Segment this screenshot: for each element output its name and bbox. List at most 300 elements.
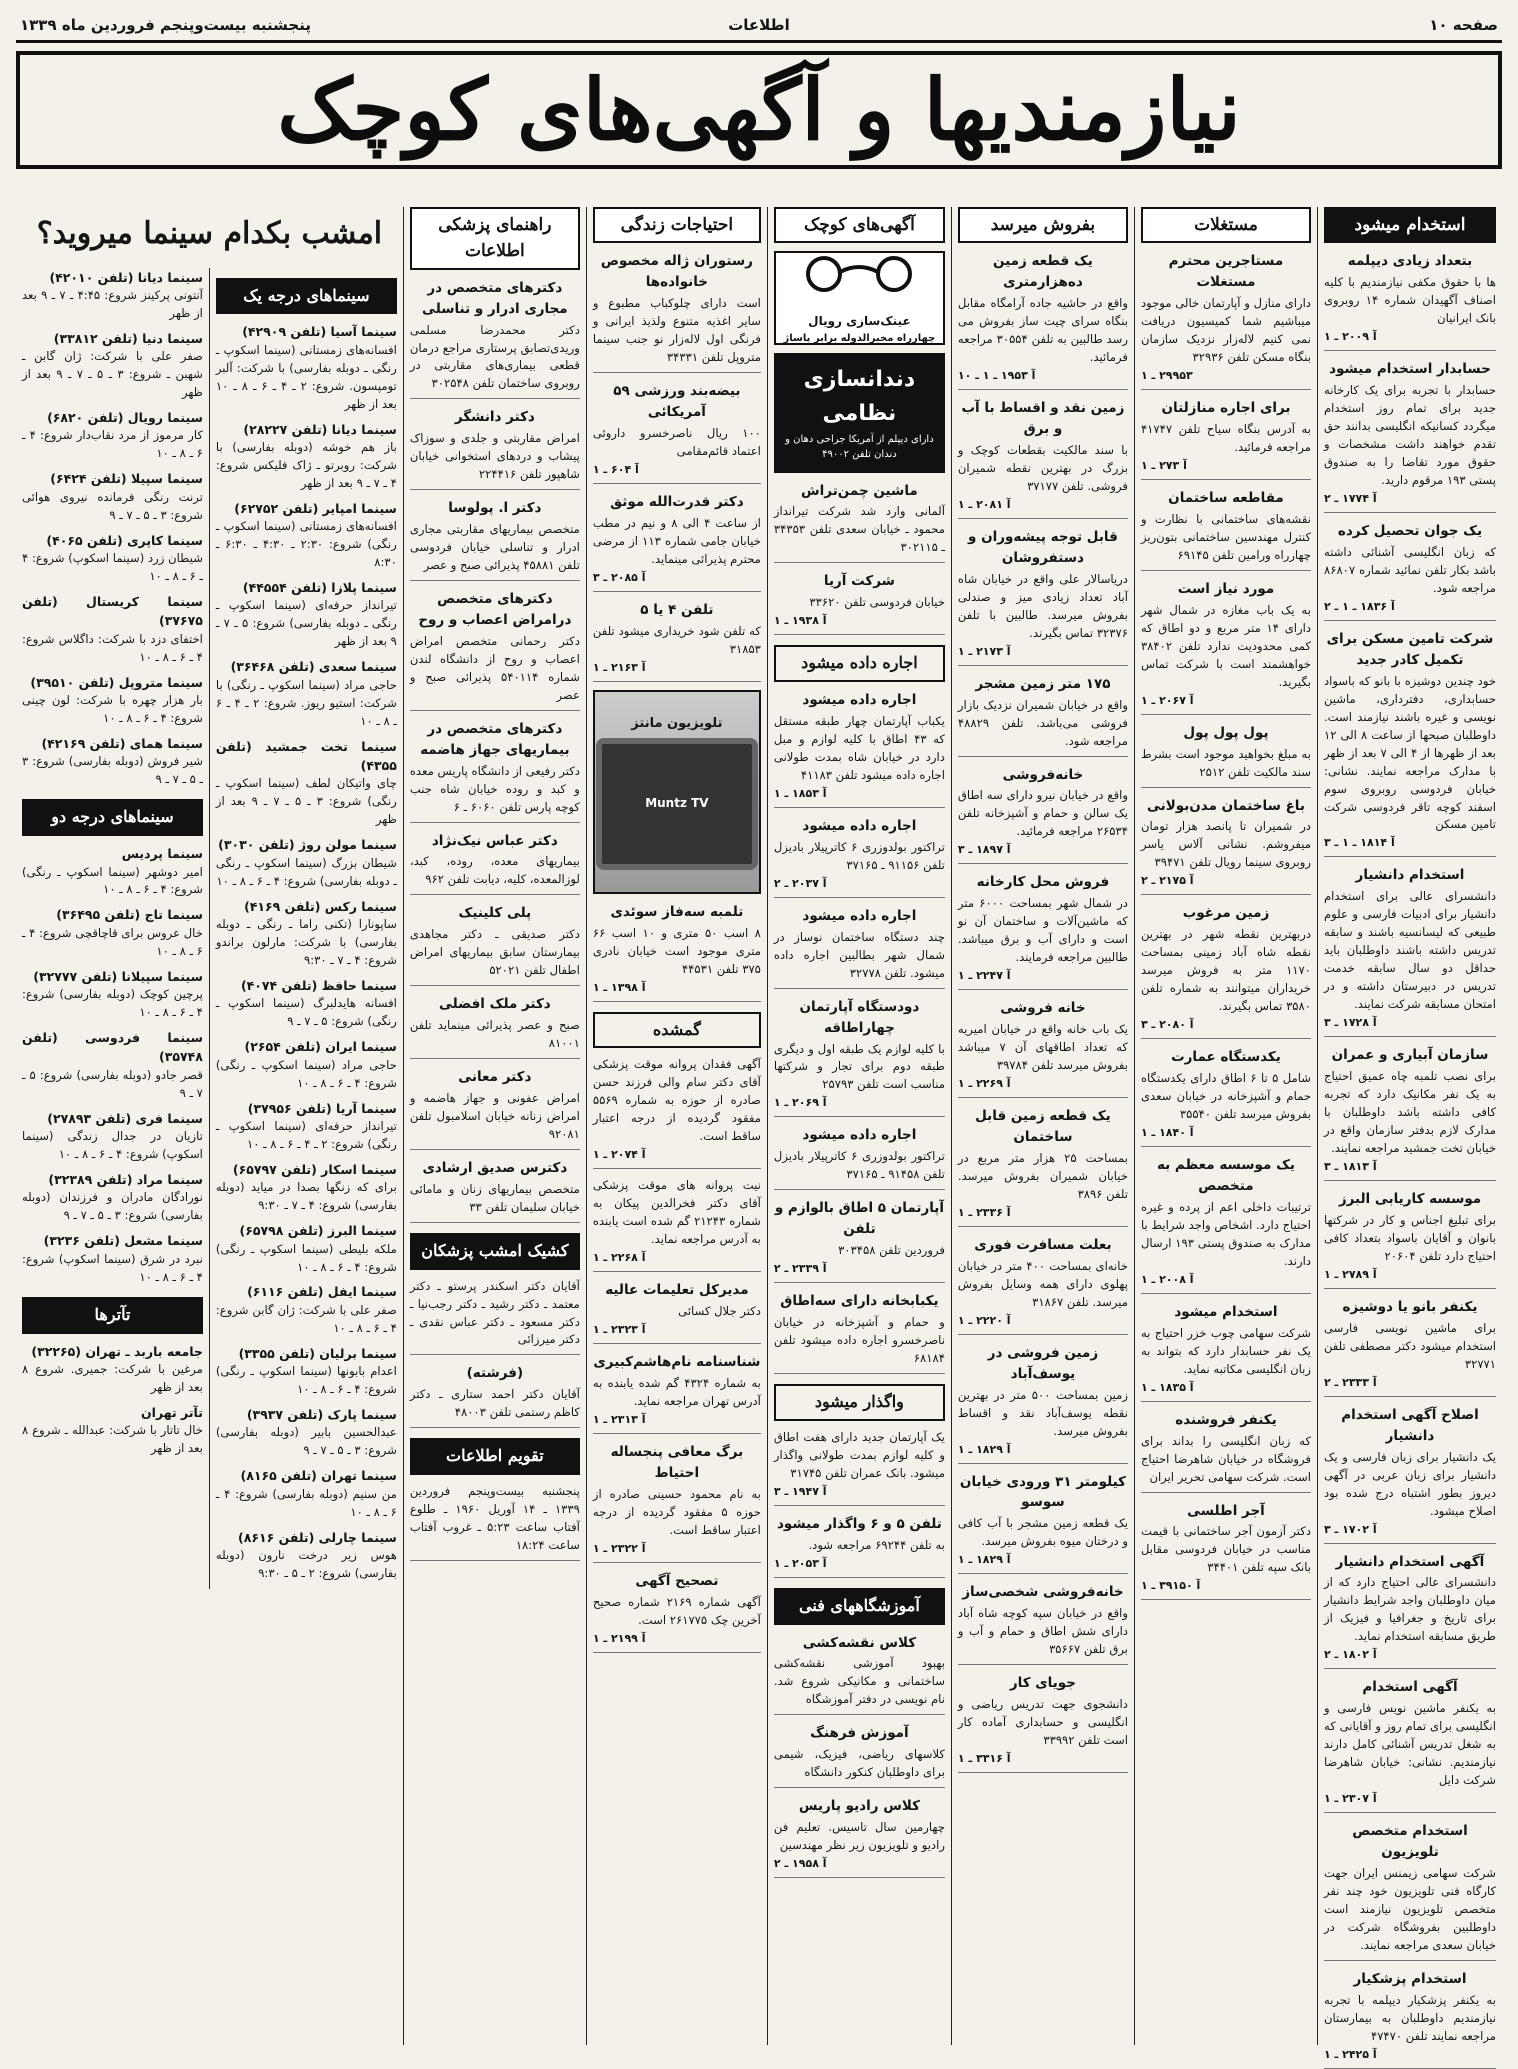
- ad-item: [410, 589, 580, 711]
- ad-title: دکتر ا. پولوسا: [448, 500, 542, 517]
- ad-body: دانشجوی جهت تدریس ریاضی و انگلیسی و حسابداری آماده کار است تلفن ۳۳۹۹۲: [957, 1697, 1128, 1748]
- ad-title: پول پول پول: [1183, 724, 1269, 741]
- ad-title: دکتر دانشگر: [454, 409, 535, 426]
- ad-item: [1324, 1405, 1496, 1544]
- ad-item: [1324, 1297, 1496, 1397]
- ad-code: آ ۱۹۵۳ ـ ۱ ـ ۱۰: [957, 369, 1036, 383]
- ad-body: آگهی فقدان پروانه موقت پزشکی آقای دکتر سام والی فرزند حسن صادره از حوزه به شماره ۵۵۶۹ مفقود گردیده از درجه اعتبار ساقط است.: [592, 1057, 761, 1144]
- cinema-item: [216, 1221, 397, 1276]
- column-heading: بفروش میرسد: [958, 207, 1128, 243]
- ad-title: مدیرکل تعلیمات عالیه: [605, 1282, 749, 1299]
- tv-icon: [596, 738, 758, 870]
- ad-code: آ ۲۲۶۹ ـ ۱: [957, 1077, 1011, 1091]
- ad-code: آ ۲۱۷۵ ـ ۲: [1140, 874, 1194, 888]
- ad-title: اجاره داده میشود: [802, 692, 917, 709]
- ad-item: [774, 1291, 945, 1374]
- ad-code: آ ۱۷۲۸ ـ ۳: [1323, 1016, 1377, 1030]
- cinema-program: پرچین کوچک (دوبله بفارسی) شروع: ۴ ـ ۶ ـ ۸ ـ ۱۰: [21, 987, 203, 1020]
- ad-body: دکتر رحمانی متخصص امراض اعصاب و روح از دانشگاه لندن شماره ۵۴۰۱۱۴ پذیرائی صبح و عصر: [409, 633, 580, 702]
- cinema-name: سینما سپیلانا (تلفن ۳۲۷۷۷): [33, 968, 203, 984]
- ad-title: آگهی استخدام دانشیار: [1335, 1553, 1485, 1570]
- rent-heading: اجاره داده میشود: [774, 645, 945, 682]
- ad-title: برای اجاره منازلتان: [1161, 400, 1291, 417]
- ad-item: [1324, 521, 1496, 621]
- cinema-program: کار مرموز از مرد نقاب‌دار شروع: ۴ ـ ۶ ـ ۸ ـ ۱۰: [21, 428, 203, 461]
- column-medical-guide: [403, 207, 586, 2045]
- cinema-name: سینما پلازا (تلفن ۴۴۵۵۴): [242, 580, 397, 596]
- ad-item: [1141, 579, 1311, 715]
- ad-body: تراکتور بولدوزری ۶ کاترپیلار بادیزل تلفن ۹۱۱۵۶ ـ ۳۷۱۶۵: [773, 839, 945, 872]
- banner-title: نیازمندیها و آگهی‌های کوچک: [277, 60, 1241, 159]
- ad-body: که تلفن شود خریداری میشود تلفن ۳۱۸۵۳: [592, 623, 761, 656]
- ad-body: از ساعت ۴ الی ۸ و نیم در مطب خیابان جامی شماره ۱۱۳ از مرضی محترم پذیرائی مینماید.: [592, 515, 761, 566]
- ad-item: [958, 1582, 1128, 1665]
- cinema-item: [22, 734, 203, 789]
- ad-body: دریاسالار علی واقع در خیابان شاه آباد تعداد زیادی میز و صندلی بفروش میرسد. طالبین با تلفن ۳۲۳۷۶ تماس بگیرند.: [957, 571, 1128, 640]
- cinema-split: [22, 268, 397, 1590]
- ad-item: [774, 1723, 945, 1788]
- ad-item: [1141, 251, 1311, 390]
- ad-body: که زبان انگلیسی آشنائی داشته باشد بکار تلفن نمائید شماره ۸۶۸۰۷ مراجعه شود.: [1323, 544, 1496, 595]
- ad-item: [774, 1514, 945, 1578]
- cinema-list: [216, 322, 397, 1583]
- ad-code: آ ۲۰۸۰ ـ ۳: [1140, 1018, 1194, 1032]
- cinema-program: صفر علی با شرکت: ژان گابن شروع: ۴ ـ ۶ ـ ۸ ـ ۱۰: [215, 1302, 397, 1335]
- cinema-program: چای واتیکان لطف (سینما اسکوپ ـ رنگی) شروع: ۳ ـ ۵ ـ ۷ ـ ۹ بعد از ظهر: [215, 776, 397, 827]
- ad-list: [1141, 251, 1311, 1600]
- ad-title: یکنفر فروشنده: [1175, 1411, 1277, 1428]
- ad-item: [958, 674, 1128, 757]
- second-class-heading: سینماهای درجه دو: [22, 799, 203, 836]
- ad-body: متخصص بیماریهای زنان و مامائی خیابان سلیمان تلفن ۳۳: [409, 1181, 580, 1214]
- ad-body: ها با حقوق مکفی نیازمندیم با کلیه اصناف آگهیدان شماره ۱۴ روبروی بانک ایرانیان: [1323, 275, 1497, 326]
- ad-body: در شمیران تا پانصد هزار تومان میفروشم. نشانی آلاس یاسر روبروی سینما رویال تلفن ۳۹۴۷۱: [1140, 819, 1311, 870]
- ad-body: به مبلغ بخواهید موجود است بشرط سند مالکیت تلفن ۲۵۱۲: [1140, 746, 1311, 779]
- ad-title: زمین نقد و اقساط با آب و برق: [961, 400, 1125, 438]
- ad-body: با کلیه لوازم یک طبقه اول و دیگری طبقه دوم برای تجار و شرکتها مناسب است تلفن ۲۵۷۹۳: [773, 1041, 945, 1092]
- cinema-name: سینما اسکار (تلفن ۶۵۷۹۷): [232, 1161, 397, 1177]
- ad-item: [593, 251, 761, 373]
- ad-item: [958, 1235, 1128, 1335]
- cinema-name: سینما متروپل (تلفن ۳۹۵۱۰): [30, 674, 203, 690]
- cinema-program: من سنیم (دوبله بفارسی) شروع: ۴ ـ ۶ ـ ۸ ـ ۱۰: [215, 1486, 397, 1519]
- ad-item: [958, 527, 1128, 666]
- ad-body: برای تبلیغ اجناس و کار در شرکتها بانوان و آقایان باسواد بتعداد کافی احتیاج دارد تلفن ۲۰۶۰۴: [1323, 1212, 1496, 1263]
- lost-heading: گمشده: [593, 1012, 761, 1049]
- ad-code: آ ۱۳۹۸ ـ ۱: [592, 980, 646, 994]
- ad-body: که زبان انگلیسی را بداند برای فروشگاه در خیابان شاهرضا احتیاج است. شرکت سهامی تحریر ایران: [1140, 1433, 1311, 1484]
- ad-title: جویای کار: [1009, 1675, 1076, 1692]
- ad-list: [593, 251, 761, 681]
- tv-caption: تلویزیون مانتز: [631, 715, 723, 731]
- ad-item: [1141, 1047, 1311, 1147]
- glasses-icon: [784, 250, 936, 312]
- ad-code: آ ۲۰۸۱ ـ ۱: [957, 497, 1011, 511]
- cinema-program: امیر دوشهر (سینما اسکوپ ـ رنگی) شروع: ۴ ـ ۶ ـ ۸ ـ ۱۰: [21, 864, 203, 897]
- ad-item: [774, 906, 945, 989]
- page-header: [16, 14, 1502, 43]
- dentist-ad: [774, 353, 945, 472]
- cinema-program: بار هزار چهره با شرکت: لون چینی شروع: ۴ ـ ۶ ـ ۸ ـ ۱۰: [21, 693, 203, 726]
- ad-body: به یکنفر پزشکیار دیپلمه با تجربه نیازمندیم داوطلبان به بیمارستان مراجعه نمایند تلفن ۴۷۴۷۰: [1323, 1992, 1496, 2043]
- cinema-item: [216, 1282, 397, 1337]
- ad-code: آ ۱۸۹۷ ـ ۳: [957, 843, 1011, 857]
- ad-code: آ ۱۸۱۳ ـ ۳: [1323, 1160, 1377, 1173]
- cinema-program: ساپونارا (تکنی راما ـ رنگی ـ دوبله بفارسی) با شرکت: مارلون براندو شروع: ۴ ـ ۷ ـ ۹:۳۰: [215, 917, 397, 967]
- ad-item: [593, 1056, 761, 1169]
- cinema-item: [216, 420, 397, 493]
- cinema-program: تیرانداز حرفه‌ای (سینما اسکوپ ـ رنگی ـ دوبله بفارسی) شروع: ۵ ـ ۷ ـ ۹ بعد از ظهر: [215, 598, 397, 649]
- cinema-name: سینما تخت جمشید (تلفن ۴۳۵۵): [215, 738, 397, 774]
- ad-item: [410, 719, 580, 823]
- ad-list: [958, 251, 1128, 1773]
- ad-item: [1324, 1552, 1496, 1670]
- ad-code: آ ۲۰۷۴ ـ ۱: [592, 1148, 646, 1162]
- dentist-body: دارای دیپلم از آمریکا جراحی دهان و دندان تلفن ۴۹۰۰۲: [785, 433, 934, 461]
- cinema-item: [216, 976, 397, 1031]
- ad-body: کلاسهای ریاضی، فیزیک، شیمی برای داوطلبان کنکور دانشگاه: [773, 1747, 945, 1780]
- ad-title: دکترس صدیق ارشادی: [422, 1159, 568, 1176]
- ad-code: آ ۲۰۶۹ ـ ۱: [773, 1096, 827, 1110]
- ad-item: [958, 251, 1128, 390]
- ad-item: [1324, 1677, 1496, 1813]
- ad-title: حسابدار استخدام میشود: [1329, 361, 1491, 378]
- ad-item: [774, 1429, 945, 1506]
- sale-heading: واگذار میشود: [774, 1384, 945, 1421]
- ad-item: [774, 1198, 945, 1283]
- ad-body: یک دانشیار برای زبان فارسی و یک دانشیار برای زبان عربی در آگهی دیروز بطور اشتباه درج شده بود اصلاح میشود.: [1323, 1449, 1496, 1518]
- cinema-program: خال عروس برای قاچاقچی شروع: ۴ ـ ۶ ـ ۸ ـ ۱۰: [21, 925, 203, 958]
- ad-title: اجاره داده میشود: [802, 907, 917, 924]
- ad-code: آ ۱۷۷۴ ـ ۲: [1323, 491, 1377, 505]
- ad-item: [410, 994, 580, 1059]
- cinema-name: سینما سعدی (تلفن ۳۶۴۶۸): [230, 659, 397, 675]
- ad-title: تلمبه سه‌فاز سوئدی: [610, 903, 744, 920]
- ad-item: [774, 571, 945, 635]
- ad-item: [958, 398, 1128, 519]
- cinema-name: جامعه باربد ـ تهران (۳۲۲۶۵): [31, 1343, 203, 1359]
- ad-title: تلفن ۴ یا ۵: [640, 601, 714, 618]
- cinema-item: [216, 1099, 397, 1154]
- calendar-body: [410, 1483, 580, 1561]
- cinema-item: [216, 1160, 397, 1215]
- cinema-item: [22, 905, 203, 960]
- cinema-name: سینما حافظ (تلفن ۴۰۷۴): [240, 977, 397, 993]
- cinema-item: [22, 469, 203, 524]
- cinema-item: [216, 897, 397, 970]
- cinema-title: امشب بکدام سینما میروید؟: [36, 216, 383, 251]
- ad-title: مورد نیاز است: [1177, 580, 1275, 597]
- cinema-program: تیرانداز حرفه‌ای (سینما اسکوپ ـ رنگی) شروع: ۲ ـ ۴ ـ ۶ ـ ۸ ـ ۱۰: [215, 1118, 397, 1151]
- cinema-name: سینما رکس (تلفن ۴۱۶۹): [244, 898, 397, 914]
- ad-body: به یکنفر ماشین نویس فارسی و انگلیسی برای تمام روز و آقایانی که به شغل تدریس آشنائی کامل دارند نیازمندیم. نشانی: خیابان شاهرضا شرکت دایل: [1323, 1701, 1496, 1788]
- cinema-program: شیطان بزرگ (سینما اسکوپ ـ رنگی ـ دوبله بفارسی) شروع: ۴ ـ ۶ ـ ۸ ـ ۱۰: [215, 855, 397, 888]
- ad-body: متخصص بیماریهای مقاربتی مجاری ادرار و تناسلی خیابان فردوسی تلفن ۴۵۸۸۱ پذیرائی صبح و عصر: [409, 522, 580, 573]
- ad-title: موسسه کاریابی البرز: [1338, 1191, 1482, 1208]
- cinema-program: برای که زنگها بصدا در میاید (دوبله بفارسی) شروع: ۴ ـ ۷ ـ ۹:۳۰: [215, 1180, 397, 1213]
- cinema-program: شیر فروش (دوبله بفارسی) شروع: ۳ ـ ۵ ـ ۷ ـ ۹: [21, 754, 203, 787]
- ad-title: ۱۷۵ متر زمین مشجر: [975, 675, 1111, 692]
- ad-body: دکتر محمدرضا مسلمی وریدی‌تصابق پرستاری مراجع درمان قطعی بیماری‌های مقاربتی در روبروی ساختمان تلفن ۳۰۲۵۴۸: [409, 322, 580, 391]
- ad-body: امراض مقاربتی و جلدی و سوزاک پیشاب و دردهای استخوانی خیابان شاهپور تلفن ۲۲۴۴۱۶: [409, 431, 580, 482]
- ad-item: [593, 1280, 761, 1344]
- ad-body: دکتر آزمون آجر ساختمانی با قیمت مناسب در خیابان فردوسی مقابل بانک سپه تلفن ۳۴۴۰۱: [1140, 1524, 1311, 1575]
- ad-title: فروش محل کارخانه: [976, 874, 1110, 891]
- ad-item: [1141, 1410, 1311, 1493]
- ad-item: [1324, 629, 1496, 858]
- cinema-name: سینما آریا (تلفن ۳۷۹۵۶): [247, 1100, 397, 1116]
- ad-title: رستوران ژاله مخصوص خانواده‌ها: [600, 253, 753, 291]
- ad-body: یکباب آپارتمان چهار طبقه مستقل که ۴۳ اطاق با کلیه لوازم و مبل دارد در خیابان شاه بمدت طولانی اجاره داده میشود تلفن ۴۱۱۸۳: [773, 714, 945, 782]
- column-heading: راهنمای پزشکی اطلاعات: [410, 207, 580, 270]
- cinema-item: [22, 673, 203, 728]
- ad-body: برای ماشین نویسی فارسی استخدام میشود دکتر مصطفی تلفن ۳۲۷۷۱: [1323, 1320, 1496, 1371]
- ad-title: یکنفر بانو یا دوشیزه: [1342, 1298, 1478, 1315]
- ad-code: آ ۲۴۲۵ ـ ۱: [1323, 2047, 1377, 2061]
- ad-body: ۱۰۰ ریال ناصرخسرو داروئی اعتماد قائم‌مقامی: [592, 425, 761, 458]
- ad-body: برای نصب تلمبه چاه عمیق احتیاج به یک نفر مکانیک دارد که تجربه کافی داشته باشد داوطلبان با مدارک لازم بدفتر سازمان واقع در خیابان تخت جمشید مراجعه نمایند.: [1323, 1069, 1496, 1156]
- column-heading: استخدام میشود: [1324, 207, 1496, 243]
- cinema-list: [22, 1342, 203, 1459]
- ad-code: آ ۳۳۱۶ ـ ۱: [957, 1752, 1011, 1766]
- optician-name: عینک‌سازی رویال: [808, 314, 911, 329]
- cinema-item: [22, 1231, 203, 1286]
- ad-body: حسابدار با تجربه برای یک کارخانه جدید برای تمام روز استخدام میگردد کسانیکه انگلیسی بدانند حق تقدم خواهند داشت مشخصات و حقوق مورد تقاضا را به صندوق پستی ۱۹۳ مرقوم دارید.: [1323, 383, 1496, 487]
- cinema-program: صفر علی با شرکت: ژان گابن ـ شهبن ـ شروع: ۳ ـ ۵ ـ ۷ ـ ۹ بعد از ظهر: [21, 349, 203, 400]
- columns: [16, 207, 1502, 2061]
- optician-ad-image: [774, 251, 945, 345]
- ad-title: مقاطعه ساختمان: [1168, 490, 1284, 507]
- ad-item: [958, 998, 1128, 1098]
- ad-code: آ ۲۳۲۲ ـ ۱: [592, 1541, 646, 1555]
- ad-title: زمین فروشی در یوسف‌آباد: [987, 1344, 1099, 1382]
- ad-title: بیضه‌بند ورزشی ۵۹ آمریکائی: [613, 383, 741, 420]
- ad-code: آ ۲۳۰۷ ـ ۱: [1323, 1792, 1377, 1806]
- optician-address: چهارراه مخبرالدوله برابر پاساژ: [783, 332, 936, 344]
- cinema-list: [22, 844, 203, 1287]
- ad-code: آ ۳۹۱۵۰ ـ ۱: [1140, 1579, 1201, 1593]
- ad-body: تراکتور بولدوزری ۶ کاترپیلار بادیزل تلفن ۹۱۴۵۸ ـ ۳۷۱۶۵: [773, 1149, 945, 1182]
- ad-body: در شمال شهر بمساحت ۶۰۰۰ متر که ماشین‌آلات و ساختمان آن نو است و دارای آب و برق میباشد. طالبین مراجعه فرمایند.: [957, 896, 1128, 965]
- ad-item: [593, 600, 761, 682]
- ad-code: آ ۲۷۸۹ ـ ۱: [1323, 1267, 1377, 1281]
- calendar-text: پنجشنبه بیست‌وپنجم فروردین ۱۳۳۹ ـ ۱۴ آوریل ۱۹۶۰ ـ طلوع آفتاب ساعت ۵:۲۳ ـ غروب آفتاب ساعت ۱۸:۲۴: [409, 1484, 580, 1552]
- tv-brand: Muntz TV: [645, 796, 709, 811]
- ad-code: ۲۹۹۵۳ ـ ۱: [1140, 369, 1193, 383]
- newspaper-name: اطلاعات: [728, 16, 790, 34]
- ad-title: آموزش فرهنگ: [810, 1725, 909, 1742]
- cinema-item: [22, 967, 203, 1022]
- ad-code: آ ۲۰۳۷ ـ ۲: [773, 876, 827, 890]
- ad-body: نقشه‌های ساختمانی با نظارت و کنترل مهندسین ساختمانی بتون‌ریز چهارراه ورامین تلفن ۶۹۱۴۵: [1140, 511, 1311, 562]
- ad-item: [1324, 1821, 1496, 1961]
- cinema-name: سینما برلیان (تلفن ۳۳۵۵): [238, 1345, 397, 1361]
- ad-item: [410, 1363, 580, 1428]
- cinema-program: آنتونی پرکینز شروع: ۴:۴۵ ـ ۷ ـ ۹ بعد از ظهر: [21, 287, 203, 320]
- ad-title: تصحیح آگهی: [635, 1572, 719, 1589]
- ad-item: [410, 1158, 580, 1223]
- ad-title: اجاره داده میشود: [802, 817, 917, 834]
- cinema-program: شیطان زرد (سینما اسکوپ) شروع: ۴ ـ ۶ ـ ۸ ـ ۱۰: [21, 551, 203, 584]
- ad-code: آ ۱۹۳۸ ـ ۱: [773, 614, 827, 628]
- cinema-program: افسانه‌های زمستانی (سینما اسکوپ ـ رنگی) شروع: ۲:۳۰ ـ ۴:۳۰ ـ ۶:۳۰ ـ ۸:۳۰: [215, 519, 397, 570]
- ad-title: استخدام متخصص تلویزیون: [1352, 1823, 1468, 1861]
- ad-body: خیابان فردوسی تلفن ۳۳۶۲۰: [809, 595, 945, 610]
- ad-item: [774, 1796, 945, 1878]
- ad-title: اصلاح آگهی استخدام دانشیار: [1341, 1406, 1479, 1444]
- ad-list: [774, 690, 945, 1374]
- ad-body: یک آپارتمان جدید دارای هفت اطاق و کلیه لوازم بمدت طولانی واگذار میشود. بانک عمران تلفن ۳۱۷۴۵: [773, 1429, 945, 1480]
- ad-item: [774, 997, 945, 1118]
- ad-item: [774, 1125, 945, 1190]
- ad-item: [593, 1352, 761, 1434]
- column-life-needs: [586, 207, 767, 2045]
- cinema-program: ترنت رنگی فرمانده نیروی هوائی شروع: ۳ ـ ۵ ـ ۷ ـ ۹: [21, 489, 203, 522]
- ad-title: استخدام دانشیار: [1355, 867, 1465, 884]
- teach-heading: آموزشگاههای فنی: [774, 1588, 945, 1625]
- ad-list: [593, 1056, 761, 1272]
- cinema-program: تازیان در جدال زندگی (سینما اسکوپ) شروع: ۴ ـ ۶ ـ ۸ ـ ۱۰: [21, 1129, 203, 1162]
- ad-title: دکترهای متخصص درامراض اعصاب و روح: [418, 591, 572, 628]
- cinema-program: حاجی مراد (سینما اسکوپ ـ رنگی) با شرکت: استیو ریوز. شروع: ۲ ـ ۴ ـ ۶ ـ ۸ ـ ۱۰: [215, 677, 397, 728]
- ad-list: [774, 1429, 945, 1578]
- page-number: صفحه ۱۰: [1429, 16, 1498, 34]
- cinema-item: [22, 592, 203, 667]
- ad-item: [410, 407, 580, 490]
- cinema-list: [22, 268, 203, 790]
- ad-item: [958, 1343, 1128, 1464]
- ad-title: قابل توجه پیشه‌وران و دستفروشان: [968, 528, 1118, 566]
- ad-code: آ ۶۰۴ ـ ۱: [592, 462, 639, 476]
- cinema-program: حاجی مراد (سینما اسکوپ ـ رنگی) شروع: ۴ ـ ۶ ـ ۸ ـ ۱۰: [215, 1057, 397, 1090]
- cinema-item: [22, 1342, 203, 1397]
- cinema-name: سینما همای (تلفن ۴۲۱۶۹): [41, 736, 203, 752]
- ad-title: یک جوان تحصیل کرده: [1337, 523, 1483, 539]
- column-heading: احتیاجات زندگی: [593, 207, 761, 243]
- cinema-item: [216, 499, 397, 572]
- ad-item: [410, 1278, 580, 1356]
- ad-body: صبح و عصر پذیرائی مینماید تلفن ۸۱۰۰۱: [409, 1018, 580, 1051]
- cinema-item: [216, 1037, 397, 1092]
- ad-item: [593, 381, 761, 484]
- ad-item: [593, 1177, 761, 1272]
- ad-list: [410, 1278, 580, 1429]
- ad-title: مستاجرین محترم مستغلات: [1168, 253, 1284, 291]
- cinema-item: [216, 737, 397, 830]
- ad-body: یک باب خانه واقع در خیابان امیریه که تعداد اطاقهای آن ۷ میباشد بفروش میرسد تلفن ۳۹۷۸۴: [957, 1022, 1128, 1073]
- ad-body: امراض عفونی و جهاز هاضمه و امراض زنانه خیابان اسلامبول تلفن ۹۲۰۸۱: [409, 1091, 580, 1141]
- ad-body: واقع در خیابان سپه کوچه شاه آباد دارای شش اطاق و حمام و آب و برق تلفن ۳۵۶۶۷: [957, 1606, 1128, 1657]
- ad-code: آ ۲۱۶۳ ـ ۱: [592, 660, 646, 674]
- ad-item: [410, 903, 580, 986]
- ad-item: [1141, 488, 1311, 571]
- ad-title: برگ معافی پنجساله احتیاط: [610, 1444, 744, 1481]
- cinema-program: مرغین با شرکت: جمیری. شروع ۸ بعد از ظهر: [21, 1361, 203, 1394]
- cinema-right: [209, 268, 397, 1590]
- ad-code: آ ۲۲۴۷ ـ ۱: [957, 969, 1011, 983]
- cinema-name: سینما امپایر (تلفن ۶۲۷۵۲): [234, 500, 397, 516]
- cinema-name: سینما دیانا (تلفن ۴۲۰۱۰): [49, 269, 203, 285]
- ad-title: دکتر ملک افضلی: [439, 996, 551, 1013]
- ad-item: [958, 872, 1128, 990]
- ad-title: خانه‌فروشی شخصی‌ساز: [962, 1584, 1124, 1601]
- theaters-heading: تآترها: [22, 1297, 203, 1334]
- ad-body: است دارای چلوکباب مطبوع و سایر اغذیه متنوع ولذیذ ایرانی و فرنگی اول لاله‌زار نو جنب سینما متروپل تلفن ۳۴۳۳۱: [592, 296, 761, 365]
- ad-title: شرکت تامین مسکن برای تکمیل کادر جدید: [1326, 630, 1494, 668]
- column-for-sale: [951, 207, 1134, 2045]
- dentist-title: دندانسازی نظامی: [803, 367, 916, 427]
- ad-code: آ ۱۹۴۷ ـ ۳: [773, 1484, 827, 1498]
- ad-code: آ ۲۰۶۷ ـ ۱: [1140, 693, 1194, 707]
- ad-item: [774, 690, 945, 808]
- ad-code: آ ۲۷۳ ـ ۱: [1140, 458, 1187, 472]
- ad-code: آ ۲۱۷۳ ـ ۱: [957, 644, 1011, 658]
- ad-body: با سند مالکیت بقطعات کوچک و بزرگ در بهترین نقطه شمیران فروشی. تلفن ۳۷۱۷۷: [957, 442, 1128, 493]
- ad-body: به نام محمود حسینی صادره از حوزه ۵ مفقود گردیده از درجه اعتبار ساقط است.: [592, 1486, 761, 1537]
- cinema-item: [22, 844, 203, 899]
- ad-code: آ ۲۳۳۶ ـ ۱: [957, 1205, 1011, 1219]
- ad-code: آ ۲۳۳۹ ـ ۲: [773, 1262, 827, 1276]
- ad-body: شرکت سهامی زیمنس ایران جهت کارگاه فنی تلویزیون خود چند نفر متخصص تلویزیون نیازمند است داوطلبین بفروشگاه شرکت در خیابان سعدی مراجعه نمایند.: [1323, 1866, 1496, 1952]
- ad-item: [958, 765, 1128, 865]
- ad-body: آقایان دکتر اسکندر پرستو ـ دکتر معتمد ـ دکتر رشید ـ دکتر رجب‌نیا ـ دکتر مسعود ـ دکتر عباس نقدی ـ دکتر میرزائی: [409, 1278, 580, 1347]
- cinema-name: سینما فردوسی (تلفن ۳۵۷۴۸): [21, 1030, 203, 1065]
- ad-title: ماشین چمن‌تراش: [801, 482, 918, 499]
- ad-body: نیت پروانه های موقت پزشکی آقای دکتر فخرالدین پیکان به شماره ۲۱۲۴۳ گم شده است یابنده به آدرس مراجعه نماید.: [592, 1178, 761, 1247]
- ad-body: ۸ اسب ۵۰ متری و ۱۰ اسب ۶۶ متری موجود است خیابان نادری ۳۷۵ تلفن ۴۴۵۳۱: [592, 925, 761, 976]
- ad-title: دکتر معانی: [458, 1069, 532, 1086]
- ad-title: آگهی استخدام: [1362, 1679, 1458, 1696]
- ad-body: واقع در حاشیه جاده آرامگاه مقابل بنگاه سرای چیت ساز بفروش می رسد طالبین به تلفن ۳۰۵۵۴ مراجعه فرمائید.: [957, 296, 1128, 365]
- cinema-item: [22, 408, 203, 463]
- ad-title: یک قطعه زمین قابل ساختمان: [975, 1108, 1111, 1146]
- cinema-name: سینما تهران (تلفن ۸۱۶۵): [240, 1468, 397, 1484]
- cinema-program: باز هم خوشه (دوبله بفارسی) با شرکت: روبرتو ـ ژاک فلیکس شروع: ۴ ـ ۷ ـ ۹ بعد از ظهر: [215, 439, 397, 490]
- cinema-name: سینما رویال (تلفن ۶۸۲۰): [47, 410, 203, 426]
- cinema-name: سینما البرز (تلفن ۶۵۷۹۸): [239, 1223, 397, 1239]
- cinema-program: قصر جادو (دوبله بفارسی) شروع: ۵ ـ ۷ ـ ۹: [21, 1067, 203, 1100]
- cinema-left: [22, 268, 203, 1590]
- cinema-item: [216, 1344, 397, 1399]
- ad-item: [1141, 1501, 1311, 1601]
- ad-body: فروردین تلفن ۳۰۳۴۵۸: [838, 1243, 945, 1258]
- ad-code: آ ۲۳۱۳ ـ ۱: [592, 1412, 646, 1426]
- cinema-name: سینما ایفل (تلفن ۶۱۱۶): [247, 1284, 397, 1300]
- ad-body: چند دستگاه ساختمان نوساز در شمال شهر بطالبین اجاره داده میشود. تلفن ۳۲۷۷۸: [773, 929, 945, 980]
- ad-item: [410, 498, 580, 581]
- cinema-name: سینما مولن روژ (تلفن ۳۰۳۰): [218, 837, 397, 853]
- ad-item: [1324, 1045, 1496, 1181]
- cinema-item: [22, 1170, 203, 1225]
- cinema-name: سینما دنیا (تلفن ۳۳۸۱۲): [53, 330, 203, 346]
- cinema-program: افسانه‌های زمستانی (سینما اسکوپ ـ رنگی ـ دوبله بفارسی) با شرکت: آلبر تومپسون. شروع: ۲ ـ ۴ ـ ۶ ـ ۸ ـ ۱۰ بعد از ظهر: [215, 342, 397, 411]
- ad-title: کلاس نقشه‌کشی: [802, 1634, 917, 1651]
- cinema-name: سینما فری (تلفن ۲۷۸۹۳): [47, 1110, 203, 1126]
- ad-list: [1324, 251, 1496, 2068]
- ad-item: [1324, 359, 1496, 513]
- ad-item: [1141, 398, 1311, 480]
- ad-list: [774, 481, 945, 636]
- ad-title: دکتر عباس نیک‌نژاد: [431, 832, 558, 849]
- ad-title: خانه فروشی: [1000, 1000, 1086, 1017]
- ad-body: دانشسرای عالی برای استخدام دانشیار برای ادبیات فارسی و علوم طبیعی که لیسانسیه باشند و سابقه تدریس داشته باشند داوطلبان باید حداقل دو سال سابقه خدمت تدریس در دبیرستان داشته و در امتحان مسابقه شرکت نمایند.: [1323, 889, 1496, 1012]
- cinema-program: اعدام بابونها (سینما اسکوپ ـ رنگی) شروع: ۴ ـ ۶ ـ ۸ ـ ۱۰: [215, 1364, 397, 1397]
- ad-title: زمین مرغوب: [1182, 905, 1270, 922]
- ad-body: زمین بمساحت ۵۰۰ متر در بهترین نقطه یوسف‌آباد نقد و اقساط بفروش میرسد.: [957, 1387, 1128, 1438]
- ad-code: آ ۲۲۲۰ ـ ۱: [957, 1313, 1011, 1327]
- ad-code: آ ۲۲۶۸ ـ ۱: [592, 1251, 646, 1265]
- ad-title: استخدام پزشکیار: [1353, 1970, 1467, 1987]
